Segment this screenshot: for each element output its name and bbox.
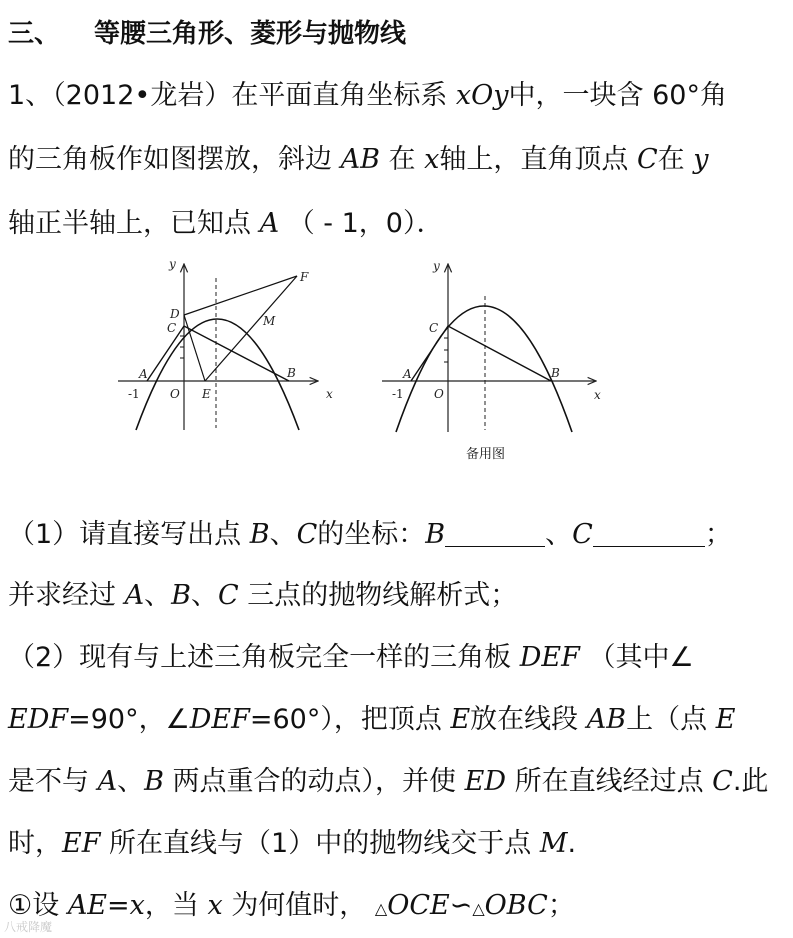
text: （其中∠ <box>588 642 694 673</box>
var: DEF <box>189 704 250 735</box>
text: 、 <box>545 519 573 550</box>
text: （ - 1，0）． <box>287 208 444 239</box>
watermark: 八戒降魔 <box>4 920 53 934</box>
var: y <box>693 144 709 175</box>
text: 中，一块含 60°角 <box>508 80 727 111</box>
label-x: x <box>326 387 333 401</box>
text: 两点重合的动点），并使 <box>172 766 457 797</box>
part2-line-2 <box>8 700 735 740</box>
var: EDF <box>8 704 69 735</box>
label-e: E <box>202 387 211 401</box>
var: M <box>539 828 568 859</box>
text: 上（点 <box>626 704 708 735</box>
var: EF <box>62 828 101 859</box>
label-o: O <box>434 387 444 401</box>
label-neg1: -1 <box>392 387 404 401</box>
section-number: 三、 <box>8 19 61 49</box>
parabola <box>136 319 299 430</box>
var: OCE <box>387 890 450 921</box>
triangle-symbol: △ <box>472 899 485 918</box>
part2-line-5 <box>8 886 575 929</box>
text: 在 <box>657 144 685 175</box>
text: 所在直线经过点 <box>514 766 704 797</box>
label-b: B <box>551 366 560 380</box>
var: C <box>572 519 593 550</box>
text: 的坐标： <box>317 519 426 550</box>
var: B <box>249 519 270 550</box>
text: （2）现有与上述三角板完全一样的三角板 <box>8 642 512 673</box>
label-neg1: -1 <box>128 387 140 401</box>
var: OBC <box>484 890 548 921</box>
text: 、 <box>144 580 172 611</box>
var: B <box>425 519 446 550</box>
var: x <box>424 144 440 175</box>
label-y: y <box>433 259 440 273</box>
text: 、 <box>269 519 297 550</box>
part2-line-3 <box>8 762 768 802</box>
text: ，当 <box>144 890 199 921</box>
var: A <box>259 208 280 239</box>
var: B <box>171 580 191 611</box>
part1-line-2 <box>8 576 517 616</box>
text: .此 <box>732 766 769 797</box>
var: AB <box>586 704 627 735</box>
var: B <box>144 766 164 797</box>
label-m: M <box>263 314 276 328</box>
triangle-symbol: △ <box>374 899 388 918</box>
label-c: C <box>167 321 177 335</box>
var: C <box>217 580 239 611</box>
answer-blank-b[interactable] <box>445 520 545 547</box>
section-title: 等腰三角形、菱形与抛物线 <box>94 19 407 49</box>
text: ； <box>547 890 575 921</box>
var: ED <box>464 766 506 797</box>
text: （1）请直接写出点 <box>8 519 242 550</box>
answer-blank-c[interactable] <box>593 520 705 547</box>
var: DEF <box>519 642 580 673</box>
text: 放在线段 <box>470 704 579 735</box>
similar-symbol: ∽ <box>449 890 473 921</box>
label-d: D <box>170 307 180 321</box>
text: 轴正半轴上，已知点 <box>8 208 251 239</box>
var: A <box>124 580 145 611</box>
part2-line-1 <box>8 638 694 678</box>
part2-line-4 <box>8 824 576 864</box>
text: 、 <box>190 580 218 611</box>
text: ； <box>704 519 732 550</box>
text: 在 <box>388 144 416 175</box>
var: C <box>296 519 318 550</box>
text: 轴上，直角顶点 <box>439 144 629 175</box>
main-figure <box>118 257 333 430</box>
label-o: O <box>170 387 180 401</box>
text: =90°，∠ <box>68 704 190 735</box>
var: E <box>450 704 471 735</box>
label-y: y <box>169 257 176 271</box>
label-a: A <box>403 367 412 381</box>
label-c: C <box>429 321 439 335</box>
backup-figure <box>382 259 601 432</box>
var: AE <box>67 890 108 921</box>
problem-number: 1、 <box>8 80 53 111</box>
var: A <box>97 766 118 797</box>
text: 所在直线与（1）中的抛物线交于点 <box>109 828 532 859</box>
text: =60°），把顶点 <box>249 704 442 735</box>
text: 是不与 <box>8 766 89 797</box>
var: AB <box>340 144 380 175</box>
var: C <box>636 144 658 175</box>
text: ①设 <box>8 890 60 921</box>
parabola <box>396 306 572 432</box>
text: 并求经过 <box>8 580 116 611</box>
figure-caption: 备用图 <box>466 447 506 462</box>
text: 时， <box>8 828 62 859</box>
label-b: B <box>287 366 296 380</box>
text: 、 <box>117 766 145 797</box>
text: . <box>567 828 577 859</box>
problem-source: （2012•龙岩）在平面直角坐标系 <box>52 80 448 111</box>
text: 的三角板作如图摆放，斜边 <box>8 144 332 175</box>
text: 三点的抛物线解析式； <box>247 580 518 611</box>
label-a: A <box>139 367 148 381</box>
text: = <box>107 890 130 921</box>
label-x: x <box>594 388 601 402</box>
var: E <box>715 704 736 735</box>
text: 为何值时， <box>231 890 367 921</box>
var-xoy: xOy <box>455 80 509 111</box>
label-f: F <box>300 270 309 284</box>
segment-ed <box>184 315 205 381</box>
var: C <box>712 766 733 797</box>
var: x <box>207 890 223 921</box>
var: x <box>129 890 145 921</box>
part1-line-1 <box>8 515 732 555</box>
